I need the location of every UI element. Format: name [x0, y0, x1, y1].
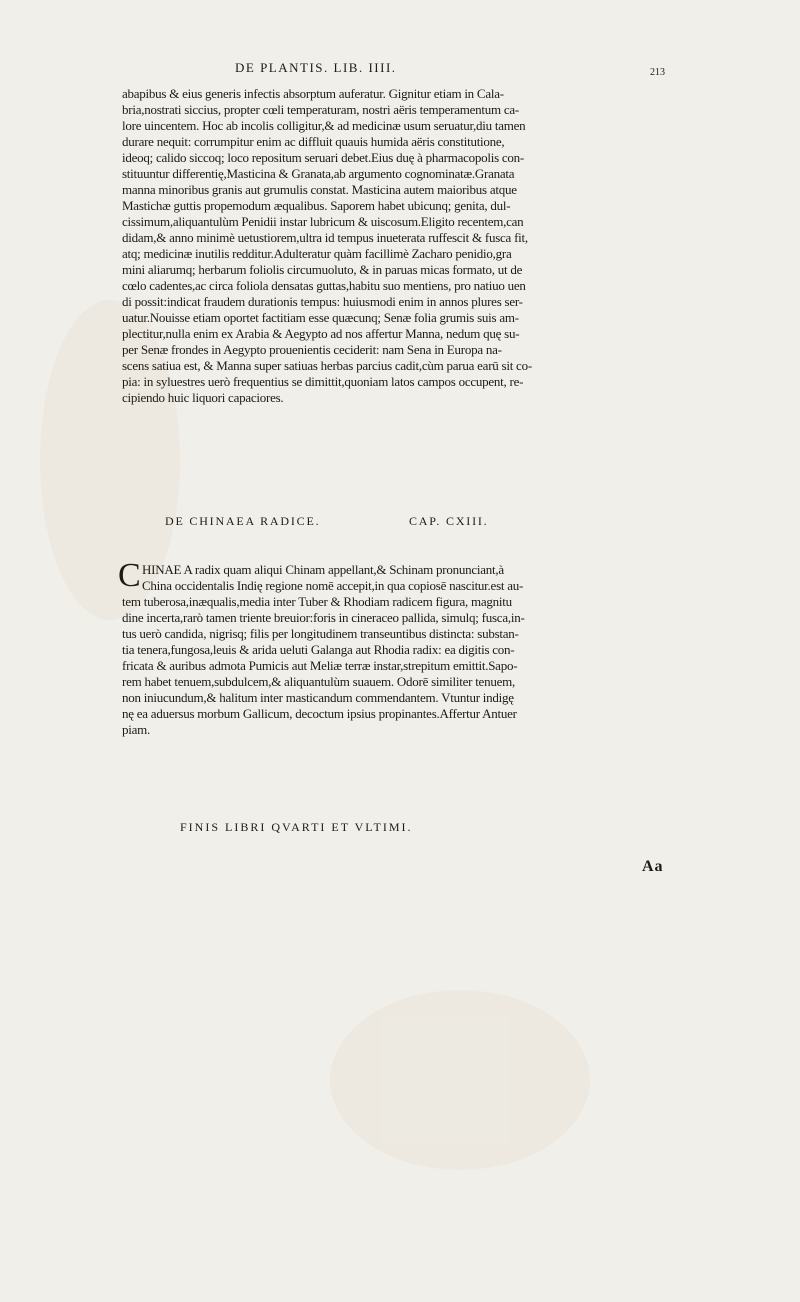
text-line: non iniucundum,& halitum inter masticandum commendantem. Vtuntur indigę: [122, 690, 514, 705]
text-line: mini aliarumq; herbarum foliolis circumuoluto, & in paruas micas formato, ut de: [122, 262, 523, 277]
text-line: durare nequit: corrumpitur enim ac diffluit quauis humida aëris constitutione,: [122, 134, 505, 149]
text-line: rem habet tenuem,subdulcem,& aliquantulùm suauem. Odorē similiter tenuem,: [122, 674, 515, 689]
text-line: nę ea aduersus morbum Gallicum, decoctum ipsius propinantes.Affertur Antuer: [122, 706, 517, 721]
text-line: lore uincentem. Hoc ab incolis colligitur,& ad medicinæ usum seruatur,diu tamen: [122, 118, 526, 133]
text-line: piam.: [122, 722, 150, 737]
text-line: atq; medicinæ inutilis redditur.Adulteratur quàm facillimè Zacharo penidio,gra: [122, 246, 512, 261]
text-line: Mastichæ guttis propemodum æqualibus. Saporem habet ubicunq; genita, dul-: [122, 198, 511, 213]
chapter-heading: [165, 514, 645, 532]
text-line: scens satiua est, & Manna super satiuas herbas parcius cadit,cùm parua earū sit co-: [122, 358, 532, 373]
folio-number: 213: [650, 67, 665, 78]
text-line: fricata & auribus admota Pumicis aut Meliæ terræ instar,strepitum emittit.Sapo-: [122, 658, 518, 673]
paragraph-china-root: [118, 557, 662, 738]
text-line: pia: in syluestres uerò frequentius se dimittit,quoniam latos campos occupent, re-: [122, 374, 524, 389]
text-line: dine incerta,rarò tamen triente breuior:foris in cineraceo pallida, simulq; fusca,in-: [122, 610, 525, 625]
text-line: manna minoribus granis aut grumulis constat. Masticina autem maioribus atque: [122, 182, 517, 197]
chapter-number: CAP. CXIII.: [409, 514, 489, 528]
text-line: cissimum,aliquantulùm Penidii instar lubricum & uiscosum.Eligito recentem,can: [122, 214, 524, 229]
text-line: di possit:indicat fraudem durationis tempus: huiusmodi enim in annos plures ser-: [122, 294, 523, 309]
text-line: China occidentalis Indię regione nomē accepit,in qua copiosē nascitur.est au-: [142, 578, 524, 593]
text-line: HINAE A radix quam aliqui Chinam appellant,& Schinam pronunciant,à: [142, 562, 504, 577]
paragraph-manna: [122, 86, 662, 406]
text-line: abapibus & eius generis infectis absorptum auferatur. Gignitur etiam in Cala-: [122, 86, 504, 101]
text-line: bria,nostrati siccius, propter cœli temperaturam, nostri aëris temperamentum ca-: [122, 102, 519, 117]
signature-mark: Aa: [642, 858, 664, 875]
text-line: cipiendo huic liquori capaciores.: [122, 390, 284, 405]
chapter-title: DE CHINAEA RADICE.: [165, 514, 321, 528]
paper-stain: [330, 990, 590, 1170]
running-head: DE PLANTIS. LIB. IIII.: [235, 60, 397, 75]
colophon: FINIS LIBRI QVARTI ET VLTIMI.: [180, 820, 413, 834]
text-line: plectitur,nulla enim ex Arabia & Aegypto ad nos affertur Manna, nedum quę su-: [122, 326, 520, 341]
text-line: tus uerò candida, nigrisq; filis per longitudinem transeuntibus distincta: substan-: [122, 626, 519, 641]
text-line: tia tenera,fungosa,leuis & arida ueluti Galanga aut Rhodia radix: ea digitis con-: [122, 642, 515, 657]
text-line: ideoq; calido siccoq; loco repositum seruari debet.Eius duę à pharmacopolis con-: [122, 150, 525, 165]
text-line: uatur.Nouisse etiam oportet factitiam esse quæcunq; Senæ folia grumis suis am-: [122, 310, 519, 325]
text-line: stituuntur differentię,Masticina & Granata,ab argumento cognominatæ.Granata: [122, 166, 515, 181]
text-line: tem tuberosa,inæqualis,media inter Tuber & Rhodiam radicem figura, magnitu: [122, 594, 512, 609]
page-header: [235, 60, 665, 80]
text-line: didam,& anno minimè uetustiorem,ultra id tempus inueterata ruffescit & fusca fit,: [122, 230, 528, 245]
drop-initial: C: [118, 557, 141, 594]
text-line: cœlo cadentes,ac circa foliola densatas guttas,habitu suo mentiens, pro natiuo uen: [122, 278, 526, 293]
text-line: per Senæ frondes in Aegypto prouenientis ceciderit: nam Sena in Europa na-: [122, 342, 502, 357]
